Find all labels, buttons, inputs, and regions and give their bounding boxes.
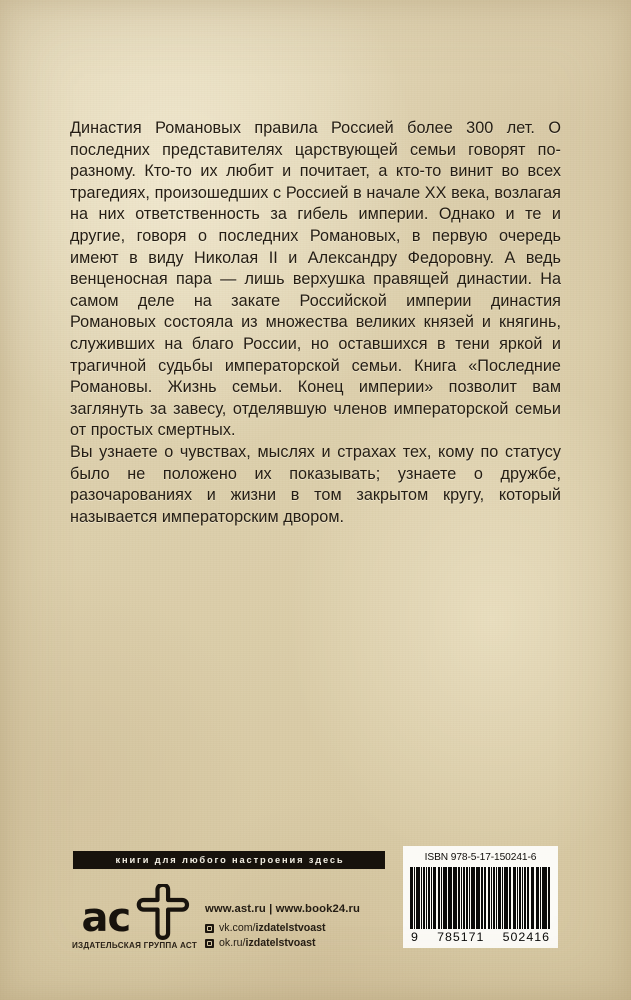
social-link-ok-prefix: ok.ru/ <box>219 937 246 949</box>
ok-icon <box>205 939 214 948</box>
vk-icon <box>205 924 214 933</box>
blurb-paragraph-2: Вы узнаете о чувствах, мыслях и страхах тех, кому по статусу было не положено их показывать; узнаете о дружбе, разочарованиях и жизни в том закрытом кругу, который называется императорским двором. <box>70 442 561 526</box>
barcode-bars <box>410 867 551 929</box>
social-link-ok-handle: izdatelstvoast <box>245 937 316 949</box>
barcode-digit-group-3: 502416 <box>502 930 550 944</box>
social-link-ok[interactable] <box>205 937 360 949</box>
barcode-block <box>403 846 558 948</box>
blurb-paragraph-1: Династия Романовых правила Россией более 300 лет. О последних представителях царствующей семьи говорят по-разному. Кто-то их любит и почитает, а кто-то винит во всех трагедиях, произошедших с Россией в начале XX века, возлагая на них ответственность за гибель империи. Однако и те и другие, говоря о последних Романовых, в первую очередь имеют в виду Николая II и Александру Федоровну. А ведь венценосная пара — лишь верхушка правящей династии. На самом деле на закате Российской империи династия Романовых состояла из множества великих князей и княгинь, служивших на благо России, но оставшихся в тени яркой и трагичной судьбы императорской семьи. Книга «Последние Романовы. Жизнь семьи. Конец империи» позволит вам заглянуть за завесу, отделявшую членов императорской семьи от простых смертных. <box>70 119 561 440</box>
barcode-digits <box>410 930 551 944</box>
ast-logo-mark <box>74 884 196 940</box>
ast-cross-figure-icon <box>134 884 192 940</box>
social-link-vk-handle: izdatelstvoast <box>255 922 326 934</box>
social-link-vk-prefix: vk.com/ <box>219 922 256 934</box>
tagline-banner: книги для любого настроения здесь <box>73 851 385 869</box>
barcode-digit-group-2: 785171 <box>437 930 485 944</box>
website-links[interactable]: www.ast.ru | www.book24.ru <box>205 903 360 915</box>
ast-logo-wordmark: ac <box>81 895 131 941</box>
barcode-digit-group-1: 9 <box>411 930 419 944</box>
isbn-label: ISBN 978-5-17-150241-6 <box>424 852 537 863</box>
publisher-contacts <box>205 903 360 952</box>
back-cover-blurb <box>70 118 561 528</box>
social-link-vk[interactable] <box>205 922 360 934</box>
publisher-caption: ИЗДАТЕЛЬСКАЯ ГРУППА АСТ <box>71 941 198 950</box>
publisher-logo-block <box>67 884 202 950</box>
